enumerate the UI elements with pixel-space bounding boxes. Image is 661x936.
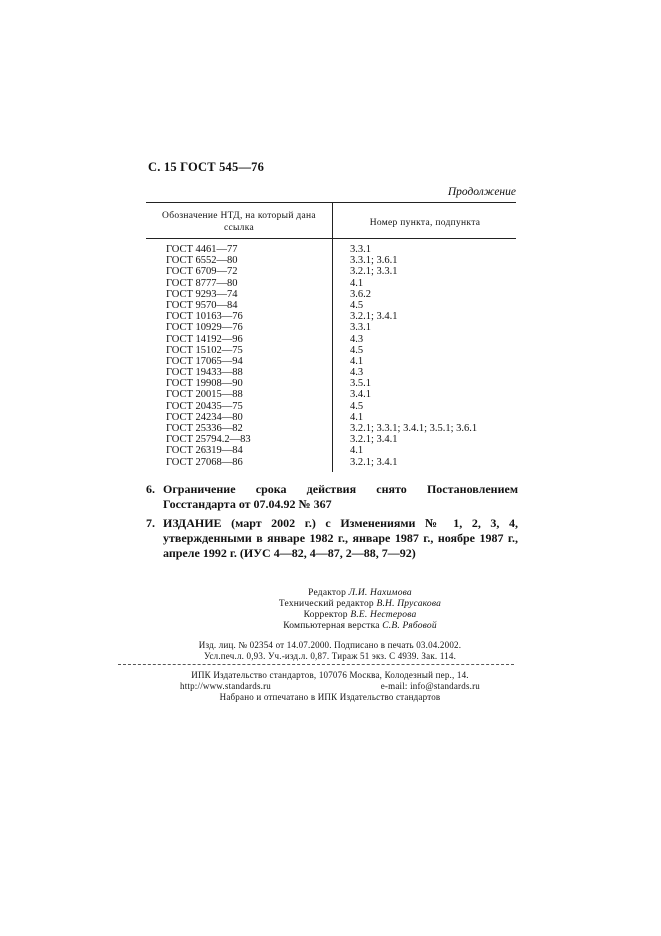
table-top-rule <box>146 202 516 203</box>
clause-cell: 4.3 <box>350 333 364 345</box>
table-row <box>146 300 516 311</box>
table-row <box>146 457 516 468</box>
note-7 <box>146 516 518 561</box>
credit-role: Редактор <box>308 588 347 598</box>
publisher-email-link[interactable]: e-mail: info@standards.ru <box>380 681 480 691</box>
clause-cell: 4.5 <box>350 344 364 356</box>
publisher-address: ИПК Издательство стандартов, 107076 Москва, Колодезный пер., 14. <box>191 670 469 680</box>
document-cell: ГОСТ 26319—84 <box>166 445 243 457</box>
table-row <box>146 434 516 445</box>
document-cell: ГОСТ 4461—77 <box>166 244 238 255</box>
clause-cell: 3.3.1 <box>350 244 371 255</box>
column-header-clause: Номер пункта, подпункта <box>369 218 481 228</box>
document-cell: ГОСТ 19433—88 <box>166 367 243 379</box>
document-cell: ГОСТ 17065—94 <box>166 355 243 367</box>
credit-name: С.В. Рябовой <box>382 621 437 631</box>
table-row <box>146 356 516 367</box>
document-cell: ГОСТ 10163—76 <box>166 311 243 323</box>
document-cell: ГОСТ 9293—74 <box>166 288 238 300</box>
clause-cell: 4.5 <box>350 299 364 311</box>
clause-cell: 3.2.1; 3.4.1 <box>350 311 398 323</box>
credit-role: Технический редактор <box>278 599 374 609</box>
table-row <box>146 311 516 322</box>
publisher-contacts <box>180 681 480 692</box>
document-cell: ГОСТ 25336—82 <box>166 423 243 434</box>
credit-name: В.Е. Нестерова <box>350 610 417 620</box>
clause-cell: 4.1 <box>350 445 364 457</box>
publisher-printing-note: Набрано и отпечатано в ИПК Издательство стандартов <box>219 692 441 702</box>
credit-editor <box>230 588 490 599</box>
table-row <box>146 289 516 300</box>
credit-name: Л.И. Нахимова <box>348 588 412 598</box>
document-cell: ГОСТ 20435—75 <box>166 400 243 412</box>
document-cell: ГОСТ 19908—90 <box>166 378 243 390</box>
document-cell: ГОСТ 10929—76 <box>166 322 243 334</box>
document-cell: ГОСТ 8777—80 <box>166 277 238 289</box>
clause-cell: 3.3.1 <box>350 322 371 334</box>
document-cell: ГОСТ 9570—84 <box>166 299 238 311</box>
note-text: Ограничение срока действия снято Постановлением Госстандарта от 07.04.92 № 367 <box>163 482 518 511</box>
note-text: ИЗДАНИЕ (март 2002 г.) с Изменениями № 1, 2, 3, 4, утвержденными в январе 1982 г., январе 1987 г., ноябре 1987 г., апреле 1992 г. (ИУС 4—82, 4—87, 2—88, 7—92) <box>163 516 518 560</box>
column-header-document: Обозначение НТД, на который дана ссылка <box>162 211 316 233</box>
table-row <box>146 345 516 356</box>
table-body <box>146 244 516 468</box>
imprint-line-2: Усл.печ.л. 0,93. Уч.-изд.л. 0,87. Тираж 51 экз. С 4939. Зак. 114. <box>203 651 457 661</box>
clause-cell: 4.1 <box>350 355 364 367</box>
clause-cell: 3.2.1; 3.3.1 <box>350 266 398 278</box>
clause-cell: 3.6.2 <box>350 288 371 300</box>
clause-cell: 4.3 <box>350 367 364 379</box>
clause-cell: 3.2.1; 3.4.1 <box>350 456 398 468</box>
credits-block <box>230 588 490 632</box>
credit-corrector <box>230 610 490 621</box>
publisher-website-link[interactable]: http://www.standards.ru <box>180 681 272 691</box>
note-number: 6. <box>146 482 155 496</box>
document-cell: ГОСТ 27068—86 <box>166 456 243 468</box>
publisher-block <box>150 670 510 703</box>
clause-cell: 3.3.1; 3.6.1 <box>350 255 398 267</box>
table-row <box>146 244 516 255</box>
table-header-rule <box>146 238 516 239</box>
clause-cell: 3.5.1 <box>350 378 371 390</box>
table-row <box>146 334 516 345</box>
note-6 <box>146 482 518 512</box>
table-row <box>146 378 516 389</box>
document-cell: ГОСТ 20015—88 <box>166 389 243 401</box>
dashed-divider <box>118 664 514 665</box>
clause-cell: 4.1 <box>350 277 364 289</box>
document-cell: ГОСТ 6552—80 <box>166 255 238 267</box>
clause-cell: 4.5 <box>350 400 364 412</box>
table-row <box>146 367 516 378</box>
document-cell: ГОСТ 24234—80 <box>166 411 243 423</box>
note-number: 7. <box>146 516 155 530</box>
credit-tech-editor <box>230 599 490 610</box>
table-row <box>146 322 516 333</box>
clause-cell: 4.1 <box>350 411 364 423</box>
document-cell: ГОСТ 6709—72 <box>166 266 238 278</box>
table-row <box>146 445 516 456</box>
table-row <box>146 389 516 400</box>
clause-cell: 3.4.1 <box>350 389 371 401</box>
clause-cell: 3.2.1; 3.3.1; 3.4.1; 3.5.1; 3.6.1 <box>350 423 478 434</box>
table-row <box>146 255 516 266</box>
table-row <box>146 401 516 412</box>
table-row <box>146 412 516 423</box>
table-row <box>146 266 516 277</box>
credit-name: В.Н. Прусакова <box>376 599 442 609</box>
document-cell: ГОСТ 14192—96 <box>166 333 243 345</box>
document-cell: ГОСТ 15102—75 <box>166 344 243 356</box>
credit-role: Корректор <box>303 610 348 620</box>
credit-layout <box>230 621 490 632</box>
clause-cell: 3.2.1; 3.4.1 <box>350 434 398 446</box>
continuation-label: Продолжение <box>447 186 516 198</box>
imprint-line-1: Изд. лиц. № 02354 от 14.07.2000. Подписано в печать 03.04.2002. <box>198 640 462 650</box>
table-row <box>146 278 516 289</box>
imprint-block <box>150 640 510 662</box>
credit-role: Компьютерная верстка <box>283 621 380 631</box>
table-row <box>146 423 516 434</box>
document-cell: ГОСТ 25794.2—83 <box>166 434 251 446</box>
page-header: С. 15 ГОСТ 545—76 <box>148 160 265 174</box>
